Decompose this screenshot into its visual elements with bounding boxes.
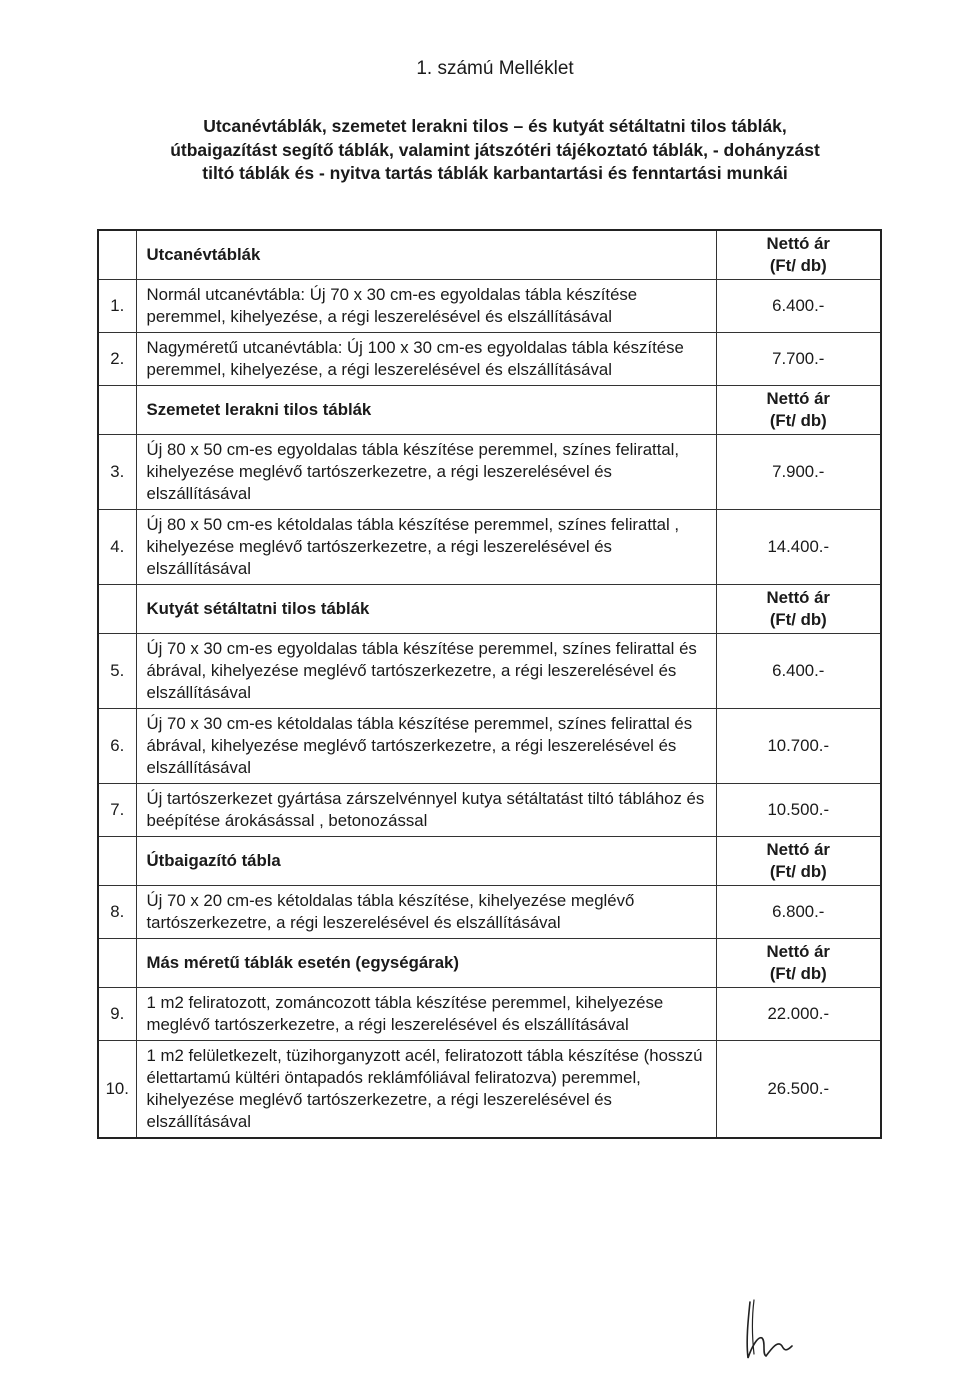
price-header-net: Nettó ár	[766, 588, 830, 607]
table-row	[98, 1041, 881, 1139]
section-header-row	[98, 386, 881, 435]
item-description: Nagyméretű utcanévtábla: Új 100 x 30 cm-es egyoldalas tábla készítése peremmel, kihelyezése, a régi leszerelésével és elszállításával	[136, 333, 716, 386]
item-price: 22.000.-	[716, 988, 881, 1041]
section-title: Szemetet lerakni tilos táblák	[136, 386, 716, 435]
table-row	[98, 634, 881, 709]
item-description: Új 80 x 50 cm-es kétoldalas tábla készítése peremmel, színes felirattal , kihelyezése meglévő tartószerkezetre, a régi leszerelésével és elszállításával	[136, 510, 716, 585]
table-row	[98, 280, 881, 333]
price-header-cell	[716, 837, 881, 886]
item-description: Új tartószerkezet gyártása zárszelvénnyel kutya sétáltatást tiltó táblához és beépítése árokásással , betonozással	[136, 784, 716, 837]
item-price: 7.700.-	[716, 333, 881, 386]
table-row	[98, 333, 881, 386]
item-price: 6.400.-	[716, 280, 881, 333]
price-table-body	[98, 230, 881, 1138]
price-table	[97, 229, 882, 1139]
price-header-unit: (Ft/ db)	[769, 411, 827, 430]
table-row	[98, 709, 881, 784]
price-header-cell	[716, 386, 881, 435]
item-number: 2.	[98, 333, 136, 386]
price-header-net: Nettó ár	[766, 389, 830, 408]
title-line-3: tiltó táblák és - nyitva tartás táblák karbantartási és fenntartási munkái	[202, 163, 788, 183]
item-price: 6.800.-	[716, 886, 881, 939]
item-number: 4.	[98, 510, 136, 585]
section-num-cell	[98, 837, 136, 886]
price-header-unit: (Ft/ db)	[769, 610, 827, 629]
title-line-2: útbaigazítást segítő táblák, valamint játszótéri tájékoztató táblák, - dohányzást	[170, 139, 820, 160]
item-number: 8.	[98, 886, 136, 939]
price-header-net: Nettó ár	[766, 234, 830, 253]
item-description: Új 70 x 20 cm-es kétoldalas tábla készítése, kihelyezése meglévő tartószerkezetre, a régi leszerelésével és elszállításával	[136, 886, 716, 939]
document-title	[100, 115, 890, 186]
section-header-row	[98, 585, 881, 634]
title-line-1: Utcanévtáblák, szemetet lerakni tilos – és kutyát sétáltatni tilos táblák,	[203, 116, 787, 136]
table-row	[98, 886, 881, 939]
price-header-cell	[716, 939, 881, 988]
section-num-cell	[98, 585, 136, 634]
item-price: 26.500.-	[716, 1041, 881, 1139]
item-description: Új 80 x 50 cm-es egyoldalas tábla készítése peremmel, színes felirattal, kihelyezése meglévő tartószerkezetre, a régi leszerelésével és elszállításával	[136, 435, 716, 510]
section-title: Utcanévtáblák	[136, 230, 716, 280]
item-price: 14.400.-	[716, 510, 881, 585]
item-number: 10.	[98, 1041, 136, 1139]
price-header-cell	[716, 230, 881, 280]
price-header-unit: (Ft/ db)	[769, 964, 827, 983]
item-description: 1 m2 felületkezelt, tüzihorganyzott acél, feliratozott tábla készítése (hosszú élettartamú kültéri öntapadós reklámfóliával feliratozva) peremmel, kihelyezése meglévő tartószerkezetre, a régi leszerelésével és elszállításával	[136, 1041, 716, 1139]
price-header-unit: (Ft/ db)	[769, 256, 827, 275]
table-row	[98, 988, 881, 1041]
item-price: 6.400.-	[716, 634, 881, 709]
price-header-cell	[716, 585, 881, 634]
item-number: 5.	[98, 634, 136, 709]
section-header-row	[98, 230, 881, 280]
price-header-net: Nettó ár	[766, 942, 830, 961]
item-price: 10.500.-	[716, 784, 881, 837]
item-number: 6.	[98, 709, 136, 784]
table-row	[98, 784, 881, 837]
section-num-cell	[98, 230, 136, 280]
item-price: 7.900.-	[716, 435, 881, 510]
item-number: 3.	[98, 435, 136, 510]
item-number: 1.	[98, 280, 136, 333]
item-description: Új 70 x 30 cm-es kétoldalas tábla készítése peremmel, színes felirattal és ábrával, kihelyezése meglévő tartószerkezetre, a régi leszerelésével és elszállításával	[136, 709, 716, 784]
item-number: 9.	[98, 988, 136, 1041]
section-title: Más méretű táblák esetén (egységárak)	[136, 939, 716, 988]
table-row	[98, 435, 881, 510]
signature	[728, 1296, 818, 1366]
item-description: 1 m2 feliratozott, zománcozott tábla készítése peremmel, kihelyezése meglévő tartószerkezetre, a régi leszerelésével és elszállításával	[136, 988, 716, 1041]
table-row	[98, 510, 881, 585]
item-price: 10.700.-	[716, 709, 881, 784]
price-header-net: Nettó ár	[766, 840, 830, 859]
item-number: 7.	[98, 784, 136, 837]
section-title: Kutyát sétáltatni tilos táblák	[136, 585, 716, 634]
section-num-cell	[98, 386, 136, 435]
section-title: Útbaigazító tábla	[136, 837, 716, 886]
annex-label: 1. számú Melléklet	[416, 58, 574, 79]
item-description: Új 70 x 30 cm-es egyoldalas tábla készítése peremmel, színes felirattal és ábrával, kihelyezése meglévő tartószerkezetre, a régi leszerelésével és elszállításával	[136, 634, 716, 709]
section-num-cell	[98, 939, 136, 988]
item-description: Normál utcanévtábla: Új 70 x 30 cm-es egyoldalas tábla készítése peremmel, kihelyezése, a régi leszerelésével és elszállításával	[136, 280, 716, 333]
section-header-row	[98, 837, 881, 886]
section-header-row	[98, 939, 881, 988]
price-header-unit: (Ft/ db)	[769, 862, 827, 881]
